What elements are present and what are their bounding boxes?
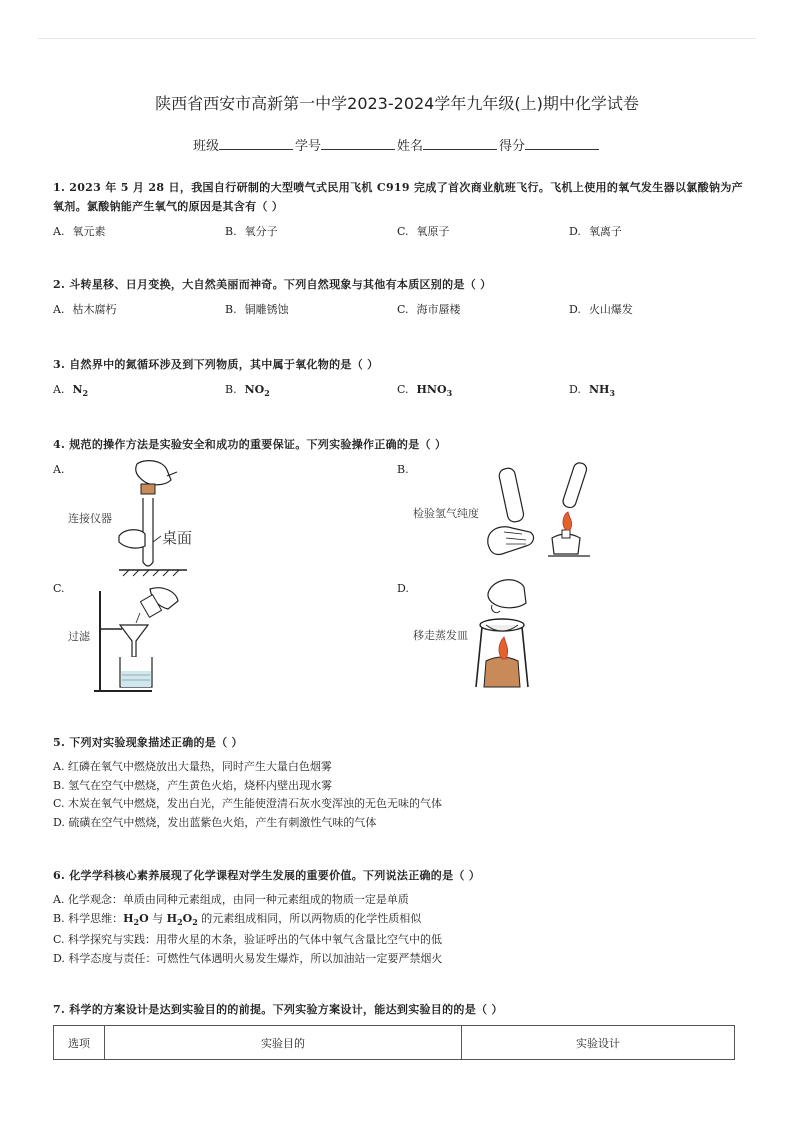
option-a-letter[interactable]: A. [53, 463, 65, 476]
question-3 [53, 355, 743, 400]
question-7 [53, 1000, 743, 1019]
option-a-caption: 连接仪器 [68, 512, 112, 525]
option-d-letter[interactable]: D. [397, 582, 409, 595]
question-7-text: 7. 科学的方案设计是达到实验目的的前提。下列实验方案设计，能达到实验目的的是（ ） [53, 1003, 503, 1016]
option-b-caption: 检验氢气纯度 [413, 507, 479, 520]
option-c-caption: 过滤 [68, 630, 90, 643]
connect-apparatus-figure [115, 458, 195, 578]
option-d-caption: 移走蒸发皿 [413, 629, 468, 642]
option-c[interactable]: C. 海市蜃楼 [397, 303, 461, 316]
option-a[interactable]: A. 化学观念：单质由同种元素组成，由同一种元素组成的物质一定是单质 [53, 893, 409, 906]
option-c[interactable]: C. 科学探究与实践：用带火星的木条，验证呼出的气体中氧气含量比空气中的低 [53, 933, 443, 947]
question-2 [53, 275, 743, 320]
option-d[interactable]: D. 科学态度与责任：可燃性气体遇明火易发生爆炸，所以加油站一定要严禁烟火 [53, 951, 443, 965]
student-info-line [0, 135, 794, 154]
question-6-options [53, 891, 743, 968]
option-d[interactable]: D. 火山爆发 [569, 303, 633, 316]
option-d[interactable]: D. 硫磺在空气中燃烧，发出蓝紫色火焰，产生有刺激性气味的气体 [53, 815, 377, 829]
name-field[interactable]: 姓名 [397, 135, 499, 154]
question-6 [53, 866, 743, 968]
header-purpose: 实验目的 [105, 1026, 462, 1060]
question-3-text: 3. 自然界中的氮循环涉及到下列物质，其中属于氧化物的是（ ） [53, 358, 379, 371]
table-header-row [54, 1026, 735, 1060]
option-c[interactable]: C. 氧原子 [397, 225, 450, 238]
question-6-text: 6. 化学学科核心素养展现了化学课程对学生发展的重要价值。下列说法正确的是（ ） [53, 869, 481, 882]
table-surface-label: 桌面 [162, 529, 193, 547]
option-b[interactable]: B. 氢气在空气中燃烧，产生黄色火焰，烧杯内壁出现水雾 [53, 778, 333, 792]
question-4 [53, 435, 743, 454]
option-b[interactable]: B. 科学思维：$H_2O$ 与 $H_2O_2$ 的元素组成相同，所以两物质的化学性质相似 [53, 911, 422, 927]
option-c[interactable]: C. 木炭在氧气中燃烧，发出白光，产生能使澄清石灰水变浑浊的无色无味的气体 [53, 797, 443, 810]
filtration-figure [92, 585, 188, 697]
option-a[interactable]: A. 氧元素 [53, 225, 106, 238]
option-a[interactable]: A. 枯木腐朽 [53, 303, 117, 316]
question-2-text: 2. 斗转星移、日月变换，大自然美丽而神奇。下列自然现象与其他有本质区别的是（ ） [53, 278, 492, 291]
option-c[interactable]: C. $HNO_3$ [397, 383, 453, 399]
option-b-letter[interactable]: B. [397, 463, 409, 476]
option-d[interactable]: D. $NH_3$ [569, 383, 615, 399]
option-b[interactable]: B. 氧分子 [225, 225, 278, 238]
header-design: 实验设计 [462, 1026, 735, 1060]
option-b[interactable]: B. $NO_2$ [225, 383, 270, 399]
question-4-text: 4. 规范的操作方法是实验安全和成功的重要保证。下列实验操作正确的是（ ） [53, 438, 447, 451]
class-field[interactable]: 班级 [193, 135, 295, 154]
score-field[interactable]: 得分 [499, 135, 601, 154]
header-option: 选项 [54, 1026, 105, 1060]
question-1-options [53, 222, 743, 242]
question-7-table [53, 1025, 735, 1060]
question-5 [53, 733, 743, 832]
question-5-text: 5. 下列对实验现象描述正确的是（ ） [53, 736, 243, 749]
question-3-options [53, 380, 743, 400]
option-c-letter[interactable]: C. [53, 582, 65, 595]
student-id-field[interactable]: 学号 [295, 135, 397, 154]
hydrogen-purity-test-figure [482, 458, 602, 570]
exam-title: 陕西省西安市高新第一中学2023-2024学年九年级(上)期中化学试卷 [155, 94, 639, 113]
move-evaporating-dish-figure [470, 575, 540, 693]
question-1 [53, 178, 743, 242]
option-b[interactable]: B. 铜雕锈蚀 [225, 303, 289, 316]
top-rule [38, 38, 756, 39]
question-1-text: 1. 2023 年 5 月 28 日，我国自行研制的大型喷气式民用飞机 C919 完成了首次商业航班飞行。飞机上使用的氧气发生器以氯酸钠为产氧剂。氯酸钠能产生氧气的原因是其含有（ ） [53, 181, 743, 213]
option-d[interactable]: D. 氧离子 [569, 225, 622, 238]
question-2-options [53, 300, 743, 320]
question-5-options [53, 758, 743, 832]
option-a[interactable]: A. 红磷在氧气中燃烧放出大量热，同时产生大量白色烟雾 [53, 760, 332, 773]
option-a[interactable]: A. $N_2$ [53, 383, 89, 399]
